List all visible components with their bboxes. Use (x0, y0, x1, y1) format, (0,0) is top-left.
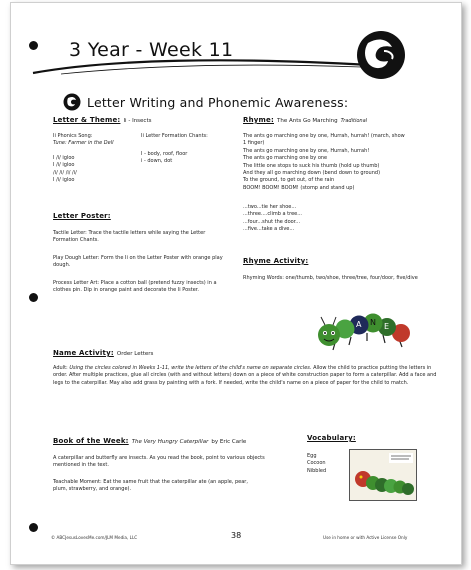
name-activity-header (53, 349, 153, 358)
name-activity-italic: Using the circles colored in Weeks 1-11, write the letters of the child's name on separate circles. (69, 365, 312, 371)
vocabulary-word: Egg (307, 453, 317, 459)
section-title: Letter Writing and Phonemic Awareness: (87, 94, 349, 110)
caterpillar-letter: N (370, 318, 376, 327)
rhyme-verses (243, 204, 302, 234)
book-header (53, 437, 246, 446)
vocabulary-list (307, 453, 326, 475)
letter-theme-label: Letter & Theme: (53, 116, 121, 124)
page-title: 3 Year - Week 11 (69, 39, 234, 61)
phonics-line: I /i/ igloo (53, 155, 75, 161)
book-cover-image (349, 449, 417, 501)
binder-hole-top (29, 41, 38, 50)
phonics-song-label: Ii Phonics Song: (53, 133, 93, 139)
rhyme-verse: ...three....climb a tree... (243, 211, 302, 218)
page-number: 38 (231, 531, 242, 540)
letter-poster-process-art: Process Letter Art: Place a cotton ball (pretend fuzzy insects) in a clothes pin. Dip in orange paint and decorate the Ii Poster. (53, 280, 217, 294)
footer-copyright: © ABCJesusLovesMe.com/JLM Media, LLC (51, 535, 138, 540)
footer-license: Use in home or with Active License Only (323, 535, 408, 540)
rhyme-line: To the ground, to get out, of the rain (243, 177, 335, 184)
formation-label: Ii Letter Formation Chants: (141, 133, 208, 139)
letter-theme-value: Ii - Insects (123, 118, 152, 124)
rhyme-verse: ...five...take a dive... (243, 226, 295, 233)
formation-line: i - down, dot (141, 158, 173, 165)
binder-hole-bottom (29, 523, 38, 532)
book-paragraph-objects: A caterpillar and butterfly are insects. As you read the book, point to various objects mentioned in the text. (53, 455, 265, 469)
formation-lines (141, 151, 187, 166)
rhyme-activity-label: Rhyme Activity: (243, 257, 309, 265)
jesus-loves-me-logo (354, 29, 408, 81)
rhyme-line: The ants go marching one by one (243, 155, 328, 162)
rhyme-title: The Ants Go Marching (276, 118, 338, 124)
name-activity-label: Name Activity: (53, 349, 114, 357)
rhyme-line: The little one stops to suck his thumb (hold up thumb) (243, 162, 380, 169)
rhyme-verse: ...two...tie her shoe... (243, 204, 297, 210)
name-activity-title: Order Letters (116, 351, 154, 357)
phonics-line: /i/ /i/ /i/ /i/ (53, 169, 77, 176)
rhyme-label: Rhyme: (243, 116, 274, 124)
letter-poster-playdough: Play Dough Letter: Form the Ii on the Letter Poster with orange play dough. (53, 255, 223, 269)
rhyme-line: And they all go marching down (bend down to ground) (243, 170, 381, 177)
phonics-line: I /i/ igloo (53, 162, 75, 169)
phonics-lines (53, 155, 77, 185)
rhyme-lines (243, 133, 443, 192)
letter-theme (53, 116, 151, 125)
rhyme-source: Traditional (340, 118, 368, 124)
binder-hole-middle (29, 293, 38, 302)
rhyme-line: BOOM! BOOM! BOOM! (stomp and stand up) (243, 184, 355, 191)
letter-poster-tactile: Tactile Letter: Trace the tactile letters while saying the Letter Formation Chants. (53, 230, 206, 244)
book-title: The Very Hungry Caterpillar (131, 439, 209, 445)
book-label: Book of the Week: (53, 437, 129, 445)
rhyme-line: The ants go marching one by one, Hurrah, hurrah! (march, show (243, 133, 405, 139)
name-activity-instructions (53, 365, 445, 387)
caterpillar-illustration (309, 303, 419, 353)
vocabulary-word: Cocoon (307, 460, 326, 467)
rhyme-line: The ants go marching one by one, Hurrah, hurrah! (243, 147, 370, 154)
phonics-tune: Tune: Farmer in the Dell (53, 140, 114, 146)
rhyme-header (243, 116, 367, 125)
book-author: by Eric Carle (211, 439, 247, 445)
vocabulary-word: Nibbled (307, 467, 327, 474)
formation-line: I - body, roof, floor (141, 151, 188, 157)
caterpillar-letter: A (356, 320, 362, 329)
title-swoosh-decoration (31, 55, 371, 77)
letter-poster-label: Letter Poster: (53, 212, 111, 220)
rhyme-verse: ...four...shut the door... (243, 218, 301, 225)
rhyme-activity-text: Rhyming Words: one/thumb, two/shoe, three/tree, four/door, five/dive (243, 275, 418, 281)
worksheet-page (10, 2, 462, 565)
vocabulary-label: Vocabulary: (307, 434, 356, 442)
phonics-line: I /i/ igloo (53, 177, 75, 184)
name-activity-text: Allow the child to practice putting the letters in order. After multiple practices, glue all circles (with and without letters) down on a piece of white construction paper to form a caterpillar. Add a face and legs to the caterpillar. May also add grass by painting with a fork. If needed, write the child's name on a piece of paper for the child to match. (53, 365, 437, 386)
caterpillar-letter: E (384, 322, 390, 331)
section-heading (63, 93, 348, 111)
book-paragraph-teachable: Teachable Moment: Eat the same fruit that the caterpillar ate (an apple, pear, plum, strawberry, and orange). (53, 479, 248, 493)
name-activity-lead: Adult: (53, 365, 68, 371)
section-logo-icon (63, 93, 81, 111)
rhyme-line: 1 finger) (243, 140, 265, 147)
